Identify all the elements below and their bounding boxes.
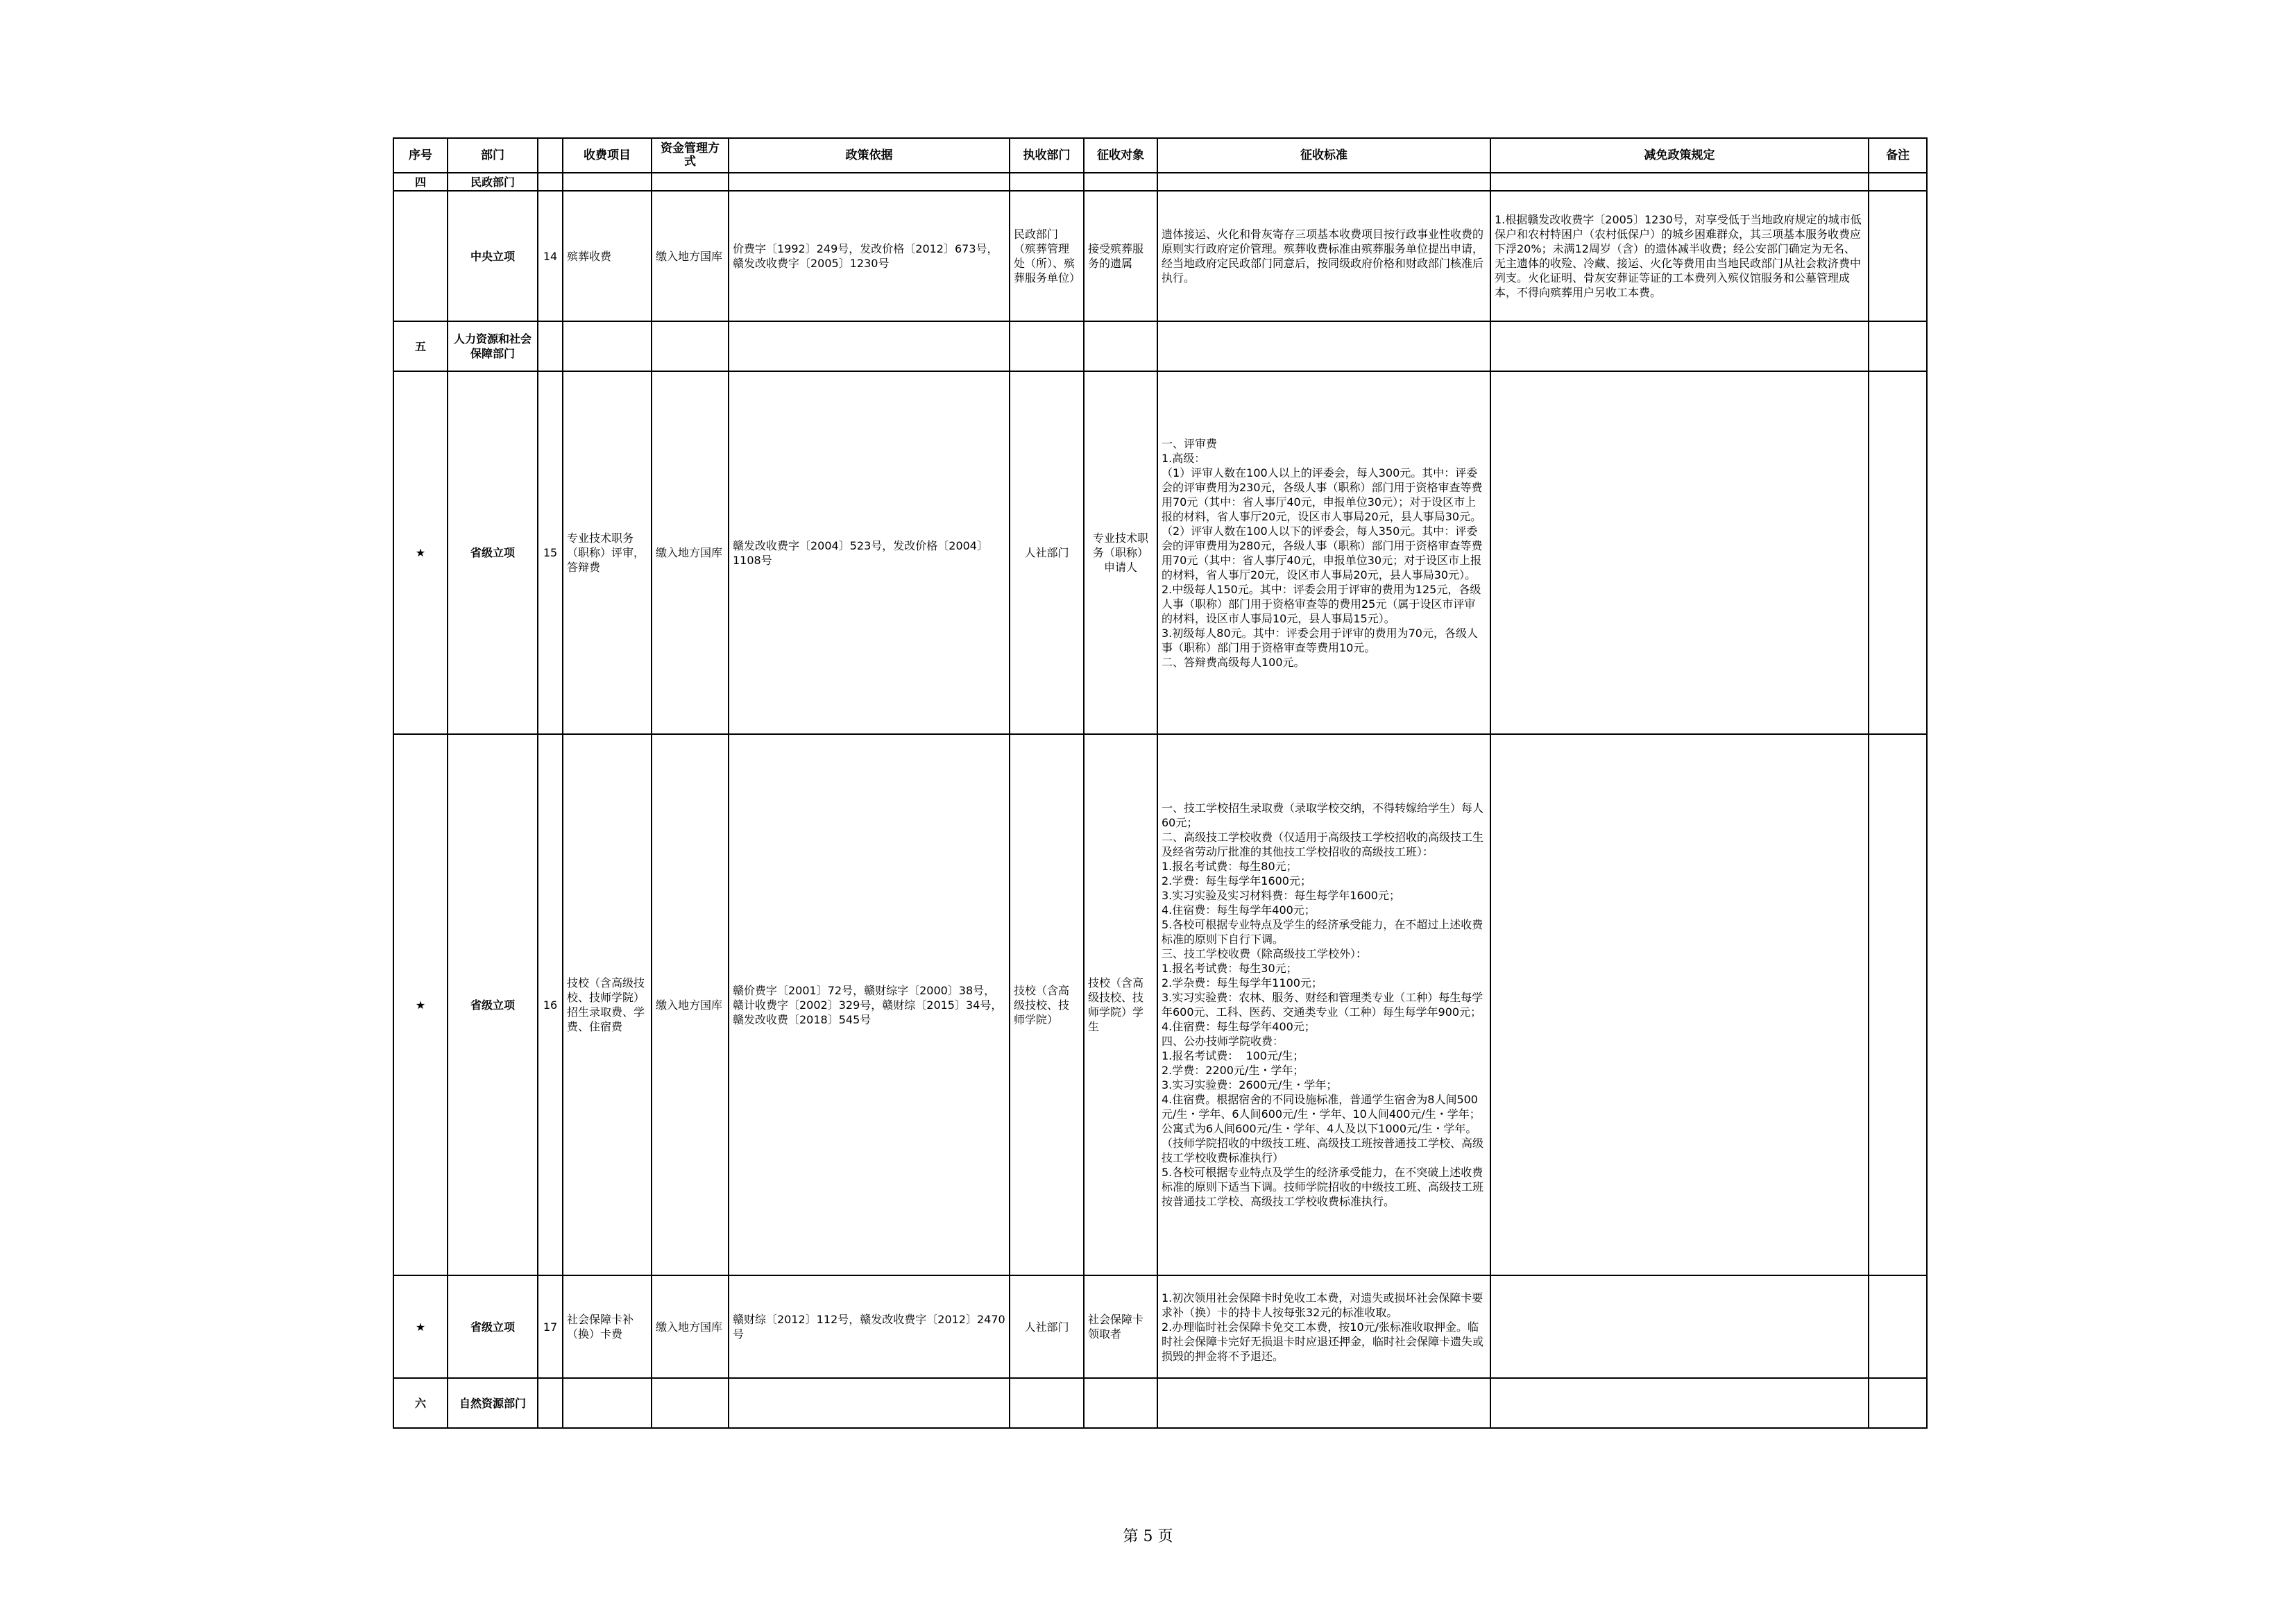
- row-target: 专业技术职务（职称）申请人: [1084, 371, 1157, 734]
- header-blank: [538, 138, 563, 173]
- row-note: [1869, 371, 1927, 734]
- row-item: 技校（含高级技校、技师学院）招生录取费、学费、住宿费: [563, 734, 652, 1275]
- row-relief: [1490, 734, 1869, 1275]
- row-exec: 人社部门: [1010, 1275, 1084, 1378]
- header-dept: 部门: [448, 138, 538, 173]
- section-row-civil-affairs: [393, 173, 1927, 191]
- section-seq: 六: [393, 1378, 448, 1428]
- row-item: 专业技术职务（职称）评审，答辩费: [563, 371, 652, 734]
- row-basis: 赣财综〔2012〕112号，赣发改收费字〔2012〕2470号: [729, 1275, 1010, 1378]
- row-target: 社会保障卡领取者: [1084, 1275, 1157, 1378]
- header-exec: 执收部门: [1010, 138, 1084, 173]
- section-row-natural-resources: [393, 1378, 1927, 1428]
- section-dept: 民政部门: [448, 173, 538, 191]
- row-item: 社会保障卡补（换）卡费: [563, 1275, 652, 1378]
- row-basis: 价费字〔1992〕249号，发改价格〔2012〕673号，赣发改收费字〔2005〕1230号: [729, 191, 1010, 321]
- row-note: [1869, 734, 1927, 1275]
- row-seq: [393, 191, 448, 321]
- row-standard: 一、技工学校招生录取费（录取学校交纳，不得转嫁给学生）每人60元； 二、高级技工学校收费（仅适用于高级技工学校招收的高级技工生及经省劳动厅批准的其他技工学校招收的高级技工班）： 1.报名考试费：每生80元； 2.学费：每生每学年1600元； 3.实习实验及实习材料费：每生每学年1600元； 4.住宿费：每生每学年400元； 5.各校可根据专业特点及学生的经济承受能力，在不超过上述收费标准的原则下自行下调。 三、技工学校收费（除高级技工学校外）： 1.报名考试费：每生30元； 2.学杂费：每生每学年1100元； 3.实习实验费：农林、服务、财经和管理类专业（工种）每生每学年600元、工科、医药、交通类专业（工种）每生每学年900元； 4.住宿费：每生每学年400元； 四、公办技师学院收费： 1.报名考试费： 100元/生； 2.学费：2200元/生・学年； 3.实习实验费：2600元/生・学年； 4.住宿费。根据宿舍的不同设施标准，普通学生宿舍为8人间500元/生・学年、6人间600元/生・学年、10人间400元/生・学年；公寓式为6人间600元/生・学年、4人及以下1000元/生・学年。（技师学院招收的中级技工班、高级技工班按普通技工学校、高级技工学校收费标准执行） 5.各校可根据专业特点及学生的经济承受能力，在不突破上述收费标准的原则下适当下调。技师学院招收的中级技工班、高级技工班按普通技工学校、高级技工学校收费标准执行。: [1157, 734, 1490, 1275]
- table-row-15: [393, 371, 1927, 734]
- row-basis: 赣发改收费字〔2004〕523号，发改价格〔2004〕1108号: [729, 371, 1010, 734]
- row-seq: ★: [393, 371, 448, 734]
- row-target: 接受殡葬服务的遗属: [1084, 191, 1157, 321]
- fee-table: [393, 137, 1928, 1429]
- row-dept: 省级立项: [448, 1275, 538, 1378]
- section-dept: 人力资源和社会保障部门: [448, 321, 538, 371]
- section-seq: 四: [393, 173, 448, 191]
- table-row-16: [393, 734, 1927, 1275]
- row-num: 17: [538, 1275, 563, 1378]
- row-fund: 缴入地方国库: [652, 191, 729, 321]
- row-fund: 缴入地方国库: [652, 1275, 729, 1378]
- header-target: 征收对象: [1084, 138, 1157, 173]
- row-dept: 省级立项: [448, 371, 538, 734]
- row-num: 16: [538, 734, 563, 1275]
- row-dept: 中央立项: [448, 191, 538, 321]
- row-relief: [1490, 371, 1869, 734]
- row-fund: 缴入地方国库: [652, 371, 729, 734]
- row-fund: 缴入地方国库: [652, 734, 729, 1275]
- row-basis: 赣价费字〔2001〕72号，赣财综字〔2000〕38号，赣计收费字〔2002〕329号，赣财综〔2015〕34号，赣发改收费〔2018〕545号: [729, 734, 1010, 1275]
- header-standard: 征收标准: [1157, 138, 1490, 173]
- row-standard: 1.初次领用社会保障卡时免收工本费，对遗失或损坏社会保障卡要求补（换）卡的持卡人按每张32元的标准收取。 2.办理临时社会保障卡免交工本费，按10元/张标准收取押金。临时社会保障卡完好无损退卡时应退还押金，临时社会保障卡遗失或损毁的押金将不予退还。: [1157, 1275, 1490, 1378]
- page-number: 第 5 页: [1123, 1528, 1173, 1545]
- header-note: 备注: [1869, 138, 1927, 173]
- row-target: 技校（含高级技校、技师学院）学生: [1084, 734, 1157, 1275]
- header-basis: 政策依据: [729, 138, 1010, 173]
- row-seq: ★: [393, 734, 448, 1275]
- section-row-hr: [393, 321, 1927, 371]
- section-dept: 自然资源部门: [448, 1378, 538, 1428]
- header-item: 收费项目: [563, 138, 652, 173]
- table-row-17: [393, 1275, 1927, 1378]
- row-exec: 人社部门: [1010, 371, 1084, 734]
- row-num: 15: [538, 371, 563, 734]
- row-dept: 省级立项: [448, 734, 538, 1275]
- row-num: 14: [538, 191, 563, 321]
- row-standard: 一、评审费 1.高级： （1）评审人数在100人以上的评委会，每人300元。其中：评委会的评审费用为230元，各级人事（职称）部门用于资格审查等费用70元（其中：省人事厅40元，申报单位30元）；对于设区市上报的材料，省人事厅20元，设区市人事局20元，县人事局30元。 （2）评审人数在100人以下的评委会，每人350元。其中：评委会的评审费用为280元，各级人事（职称）部门用于资格审查等费用70元（其中：省人事厅40元，申报单位30元；对于设区市上报的材料，省人事厅20元，设区市人事局20元，县人事局30元）。 2.中级每人150元。其中：评委会用于评审的费用为125元，各级人事（职称）部门用于资格审查等的费用25元（属于设区市评审的材料，设区市人事局10元，县人事局15元）。 3.初级每人80元。其中：评委会用于评审的费用为70元，各级人事（职称）部门用于资格审查等费用10元。 二、答辩费高级每人100元。: [1157, 371, 1490, 734]
- row-relief: 1.根据赣发改收费字〔2005〕1230号，对享受低于当地政府规定的城市低保户和农村特困户（农村低保户）的城乡困难群众，其三项基本服务收费应下浮20%；未满12周岁（含）的遗体减半收费；经公安部门确定为无名、无主遗体的收殓、冷藏、接运、火化等费用由当地民政部门从社会救济费中列支。火化证明、骨灰安葬证等证的工本费列入殡仪馆服务和公墓管理成本，不得向殡葬用户另收工本费。: [1490, 191, 1869, 321]
- row-exec: 民政部门（殡葬管理处（所）、殡葬服务单位）: [1010, 191, 1084, 321]
- header-row: [393, 138, 1927, 173]
- section-seq: 五: [393, 321, 448, 371]
- row-note: [1869, 1275, 1927, 1378]
- row-item: 殡葬收费: [563, 191, 652, 321]
- row-seq: ★: [393, 1275, 448, 1378]
- header-relief: 减免政策规定: [1490, 138, 1869, 173]
- header-seq: 序号: [393, 138, 448, 173]
- row-exec: 技校（含高级技校、技师学院）: [1010, 734, 1084, 1275]
- row-standard: 遗体接运、火化和骨灰寄存三项基本收费项目按行政事业性收费的原则实行政府定价管理。殡葬收费标准由殡葬服务单位提出申请，经当地政府定民政部门同意后，按同级政府价格和财政部门核准后执行。: [1157, 191, 1490, 321]
- table-row-14: [393, 191, 1927, 321]
- row-relief: [1490, 1275, 1869, 1378]
- row-note: [1869, 191, 1927, 321]
- header-fund: 资金管理方式: [652, 138, 729, 173]
